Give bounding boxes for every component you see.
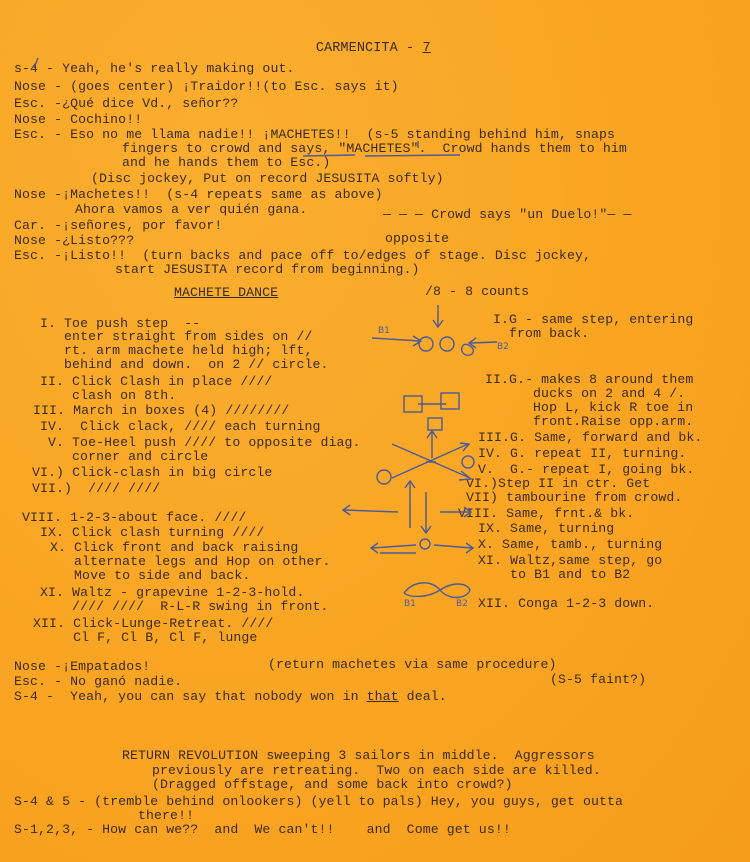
- diagram-label-b2-lower: B2: [456, 599, 468, 609]
- dance-left-1: enter straight from sides on //: [40, 329, 313, 344]
- diag-line-2: [392, 444, 468, 478]
- dance-heading: MACHETE DANCE: [174, 285, 279, 300]
- diagram-label-b1-lower: B1: [404, 599, 416, 609]
- dance-right-7: IV. G. repeat II, turning.: [478, 446, 687, 461]
- dance-right-5: front.Raise opp.arm.: [509, 414, 694, 429]
- revolution-2: previously are retreating. Two on each side are killed.: [152, 763, 601, 778]
- dance-left-9: corner and circle: [48, 449, 209, 464]
- arrow-left-line: [470, 342, 497, 343]
- dance-right-3: ducks on 2 and 4 /.: [509, 386, 686, 401]
- dancer-circle-3: [462, 344, 474, 355]
- closing-1: Nose -¡Empatados!: [14, 659, 151, 674]
- line-1: s-4 - Yeah, he's really making out.: [14, 61, 295, 76]
- diag-line-1: [392, 444, 470, 478]
- dance-right-11: VIII. Same, frnt.& bk.: [458, 506, 635, 521]
- dance-right-13: X. Same, tamb., turning: [478, 537, 663, 552]
- arrow-down-head: [433, 320, 443, 327]
- title-text: CARMENCITA -: [315, 41, 423, 56]
- page-title: [283, 28, 431, 70]
- diagram-label-b1: B1: [378, 326, 390, 336]
- line-7: Nose -¡Machetes!! (s-4 repeats same as above): [14, 187, 383, 202]
- center-up-head: [427, 431, 437, 438]
- line-5a: Esc. - Eso no me llama nadie!! ¡MACHETES!! (s-5 standing behind him, snaps: [14, 127, 616, 142]
- dancer-circle-5: [462, 456, 474, 468]
- revolution-3: (Dragged offstage, and some back into crowd?): [152, 777, 513, 792]
- dance-counts: /8 - 8 counts: [425, 284, 530, 299]
- dance-left-2: rt. arm machete held high; lft,: [40, 343, 313, 358]
- step-left-line: [344, 510, 398, 512]
- dance-left-10: VI.) Click-clash in big circle: [32, 465, 273, 480]
- closing-3-emphasis: that: [366, 689, 399, 704]
- tamb-line-right: [434, 545, 472, 548]
- tamb-circle: [420, 539, 430, 549]
- dance-left-11: VII.) //// ////: [32, 481, 161, 496]
- arrow-left-head: [469, 338, 476, 348]
- dancer-circle-1: [419, 337, 433, 351]
- closing-3a: S-4 - Yeah, you can say that nobody won in: [14, 689, 367, 704]
- dance-right-6: III.G. Same, forward and bk.: [478, 430, 703, 445]
- dancer-circle-2: [440, 337, 454, 351]
- arrow-right-line: [372, 338, 420, 341]
- dance-right-10: VII) tambourine from crowd.: [466, 490, 683, 505]
- line-4: Nose - Cochino!!: [14, 112, 143, 127]
- closing-3b: deal.: [398, 689, 447, 704]
- dance-right-16: XII. Conga 1-2-3 down.: [478, 596, 655, 611]
- revolution-6: S-1,2,3, - How can we?? and We can't!! and Come get us!!: [14, 822, 511, 837]
- dance-left-5: clash on 8th.: [40, 388, 177, 403]
- line-11b: start JESUSITA record from beginning.): [115, 262, 420, 277]
- arrow-right-head: [413, 336, 421, 346]
- line-5b: fingers to crowd and says, "MACHETES". Crowd hands them to him: [122, 141, 627, 156]
- dance-right-2: II.G.- makes 8 around them: [485, 372, 694, 387]
- dance-left-16: Move to side and back.: [50, 568, 251, 583]
- dance-left-17: XI. Waltz - grapevine 1-2-3-hold.: [40, 585, 305, 600]
- dance-left-3: behind and down. on 2 // circle.: [40, 357, 329, 372]
- dance-left-18: //// //// R-L-R swing in front.: [40, 599, 329, 614]
- revolution-5: there!!: [138, 808, 195, 823]
- dance-right-1: from back.: [493, 326, 590, 341]
- dance-right-14: XI. Waltz,same step, go: [478, 553, 663, 568]
- march-box-2: [441, 393, 459, 409]
- tamb-line-left: [372, 545, 416, 548]
- dance-right-8: V. G.- repeat I, going bk.: [478, 462, 695, 477]
- dance-right-15: to B1 and to B2: [478, 567, 631, 582]
- page-number: 7: [422, 41, 431, 56]
- dance-left-6: III. March in boxes (4) ////////: [33, 403, 290, 418]
- line-8b: — — — Crowd says "un Duelo!"— —: [383, 207, 632, 222]
- dance-left-14: X. Click front and back raising: [50, 540, 299, 555]
- dance-left-7: IV. Click clack, //// each turning: [40, 419, 321, 434]
- dance-right-4: Hop L, kick R toe in: [509, 400, 694, 415]
- line-11a: Esc. -¡Listo!! (turn backs and pace off to/edges of stage. Disc jockey,: [14, 248, 591, 263]
- line-10: Nose -¿Listo???: [14, 233, 135, 248]
- dance-left-19: XII. Click-Lunge-Retreat. ////: [33, 616, 274, 631]
- march-box-1: [404, 396, 422, 412]
- dance-left-8: V. Toe-Heel push //// to opposite diag.: [48, 435, 361, 450]
- closing-2b: (S-5 faint?): [550, 672, 647, 687]
- step-left-head: [343, 505, 350, 515]
- dance-right-0: I.G - same step, entering: [493, 312, 694, 327]
- line-3: Esc. -¿Qué dice Vd., señor??: [14, 96, 239, 111]
- step-down-head: [421, 526, 431, 533]
- line-10b: opposite: [385, 231, 450, 246]
- revolution-4: S-4 & 5 - (tremble behind onlookers) (yell to pals) Hey, you guys, get outta: [14, 794, 624, 809]
- tamb-left-head: [371, 543, 378, 553]
- line-6: (Disc jockey, Put on record JESUSITA softly): [91, 171, 444, 186]
- line-5c: and he hands them to Esc.): [122, 155, 331, 170]
- closing-2: Esc. - No ganó nadie.: [14, 674, 183, 689]
- closing-3: [14, 690, 447, 704]
- dance-right-12: IX. Same, turning: [478, 521, 615, 536]
- dance-left-4: II. Click Clash in place ////: [40, 374, 273, 389]
- dance-left-15: alternate legs and Hop on other.: [50, 554, 331, 569]
- dance-left-13: IX. Click clash turning ////: [40, 525, 265, 540]
- line-9: Car. -¡señores, por favor!: [14, 218, 223, 233]
- closing-1b: (return machetes via same procedure): [268, 657, 557, 672]
- revolution-1: RETURN REVOLUTION sweeping 3 sailors in middle. Aggressors: [122, 748, 595, 763]
- dance-left-12: VIII. 1-2-3-about face. ////: [22, 510, 247, 525]
- line-8: Ahora vamos a ver quién gana.: [75, 202, 308, 217]
- dancer-circle-4: [377, 470, 391, 484]
- step-up-head: [405, 481, 415, 488]
- dance-right-9: VI.)Step II in ctr. Get: [466, 476, 651, 491]
- march-box-3: [428, 418, 442, 430]
- waltz-loop: [404, 583, 470, 598]
- dance-left-0: I. Toe push step --: [40, 316, 201, 331]
- tamb-right-head: [466, 543, 473, 553]
- line-2: Nose - (goes center) ¡Traidor!!(to Esc. says it): [14, 79, 399, 94]
- diagram-label-b2: B2: [497, 342, 509, 352]
- diag-head-2: [460, 443, 469, 451]
- dance-left-20: Cl F, Cl B, Cl F, lunge: [33, 630, 258, 645]
